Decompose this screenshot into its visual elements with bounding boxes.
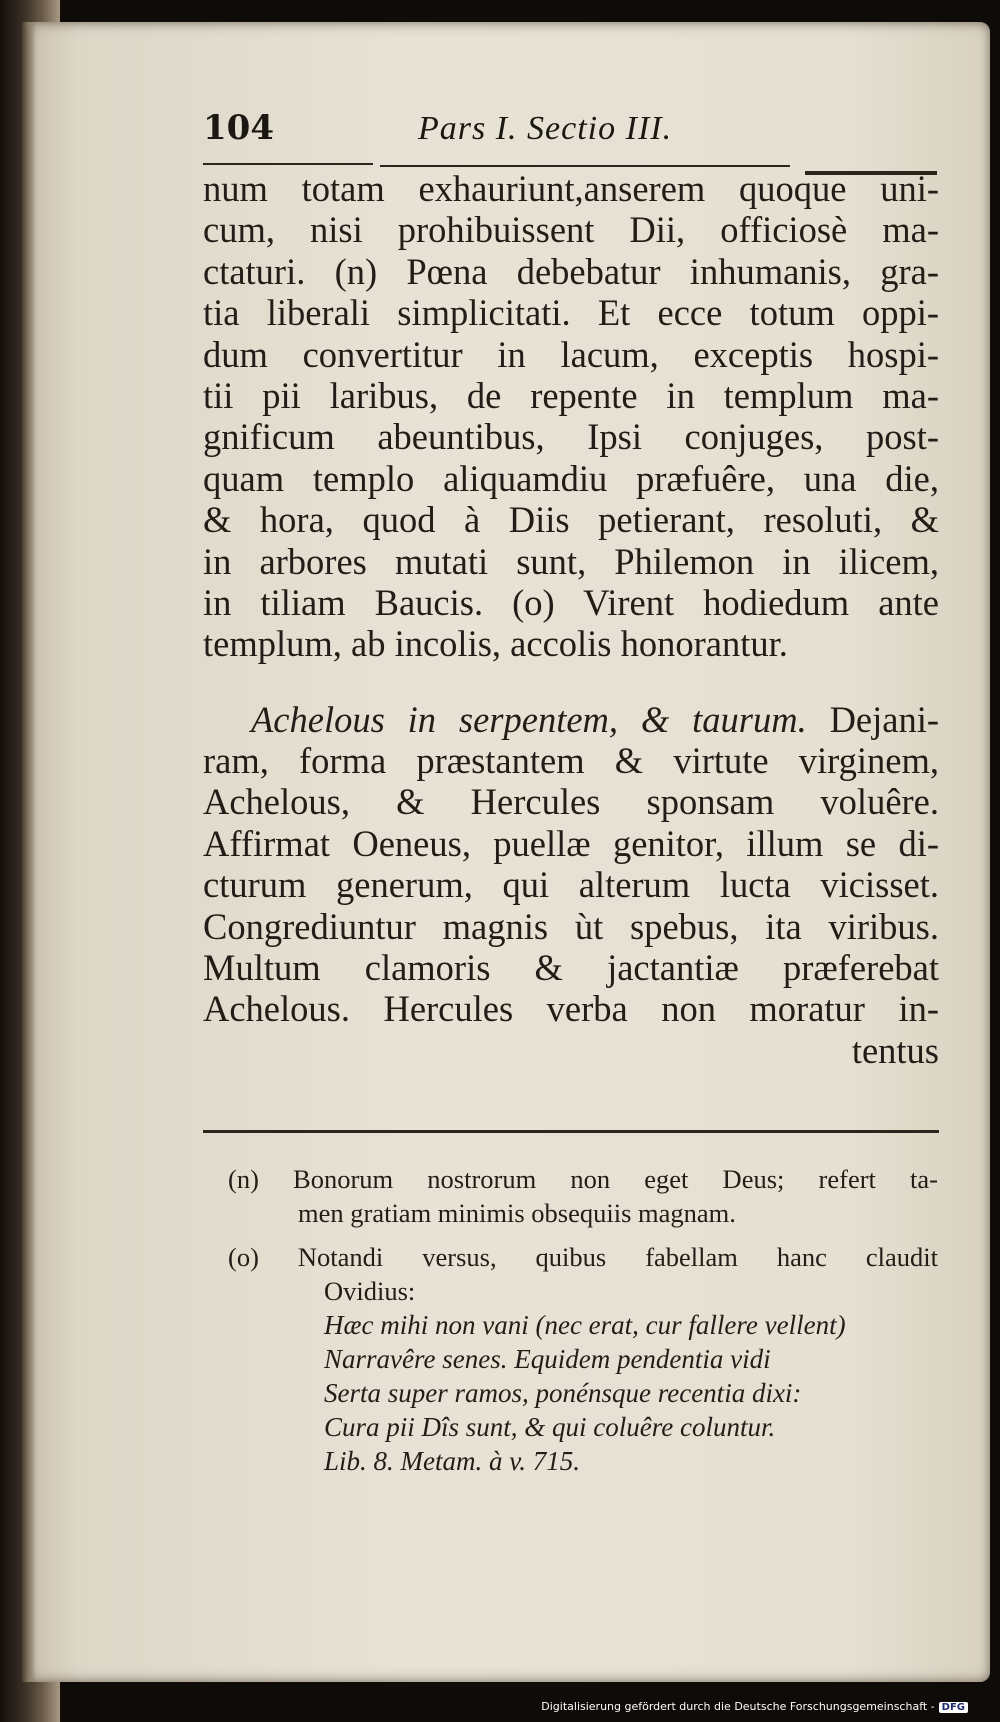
text-line: Affirmat Oeneus, puellæ genitor, illum se di- [203, 822, 939, 864]
header-rule-left [203, 163, 373, 165]
digitization-credit [541, 1700, 968, 1713]
paragraph-gap [203, 665, 939, 699]
page-number: 104 [203, 108, 274, 148]
text-line: ctaturi. (n) Pœna debebatur inhumanis, gra- [203, 250, 939, 292]
text-line: in tiliam Baucis. (o) Virent hodiedum ante [203, 581, 939, 623]
verse-line: Serta super ramos, ponénsque recentia dixi: [324, 1378, 802, 1408]
text-line: cum, nisi prohibuissent Dii, officiosè ma- [203, 209, 939, 251]
text-line: quam templo aliquamdiu præfuêre, una die, [203, 457, 939, 499]
running-head: Pars I. Sectio III. [418, 110, 673, 147]
text-line: ram, forma præstantem & virtute virginem, [203, 740, 939, 782]
text-line: Congrediuntur magnis ùt spebus, ita viribus. [203, 905, 939, 947]
footnote-o-line: Ovidius: [324, 1276, 416, 1306]
footnote-n-line: (n) Bonorum nostrorum non eget Deus; refert ta- [228, 1164, 938, 1194]
verse-reference: Lib. 8. Metam. à v. 715. [324, 1446, 580, 1476]
verse-line: Cura pii Dîs sunt, & qui coluêre coluntur. [324, 1412, 776, 1442]
text-fragment: Dejani- [829, 698, 940, 740]
text-line: tia liberali simplicitati. Et ecce totum oppi- [203, 292, 939, 334]
footnote-o-line: (o) Notandi versus, quibus fabellam hanc claudit [228, 1242, 938, 1272]
paragraph-heading: Achelous in serpentem, & taurum. [251, 698, 807, 740]
text-line: cturum generum, qui alterum lucta vicisset. [203, 864, 939, 906]
text-line: num totam exhauriunt,anserem quoque uni- [203, 168, 939, 209]
credit-text: Digitalisierung gefördert durch die Deutsche Forschungsgemeinschaft - [541, 1700, 935, 1713]
text-line: templum, ab incolis, accolis honorantur. [203, 623, 788, 665]
footnote-rule [203, 1130, 939, 1133]
text-line: Achelous, & Hercules sponsam voluêre. [203, 781, 939, 823]
text-line: gnificum abeuntibus, Ipsi conjuges, post- [203, 416, 939, 458]
footnote-n-line: men gratiam minimis obsequiis magnam. [298, 1198, 736, 1228]
footnote-gap [228, 1230, 938, 1240]
main-text [203, 168, 939, 1071]
verse-line: Narravêre senes. Equidem pendentia vidi [324, 1344, 771, 1374]
text-line: Multum clamoris & jactantiæ præferebat [203, 947, 939, 989]
text-line: & hora, quod à Diis petierant, resoluti, & [203, 499, 939, 541]
page-header [203, 108, 939, 158]
catchword: tentus [851, 1029, 939, 1071]
footnotes [228, 1162, 938, 1478]
page-gutter-shadow [22, 22, 36, 1682]
text-line: Achelous. Hercules verba non moratur in- [203, 988, 939, 1030]
header-rule-mid [380, 165, 790, 167]
verse-line: Hæc mihi non vani (nec erat, cur fallere vellent) [324, 1310, 846, 1340]
text-line: dum convertitur in lacum, exceptis hospi- [203, 333, 939, 375]
dfg-logo: DFG [939, 1702, 968, 1713]
text-line: tii pii laribus, de repente in templum ma- [203, 374, 939, 416]
paragraph-heading-line [203, 699, 939, 740]
text-line: in arbores mutati sunt, Philemon in ilicem, [203, 540, 939, 582]
